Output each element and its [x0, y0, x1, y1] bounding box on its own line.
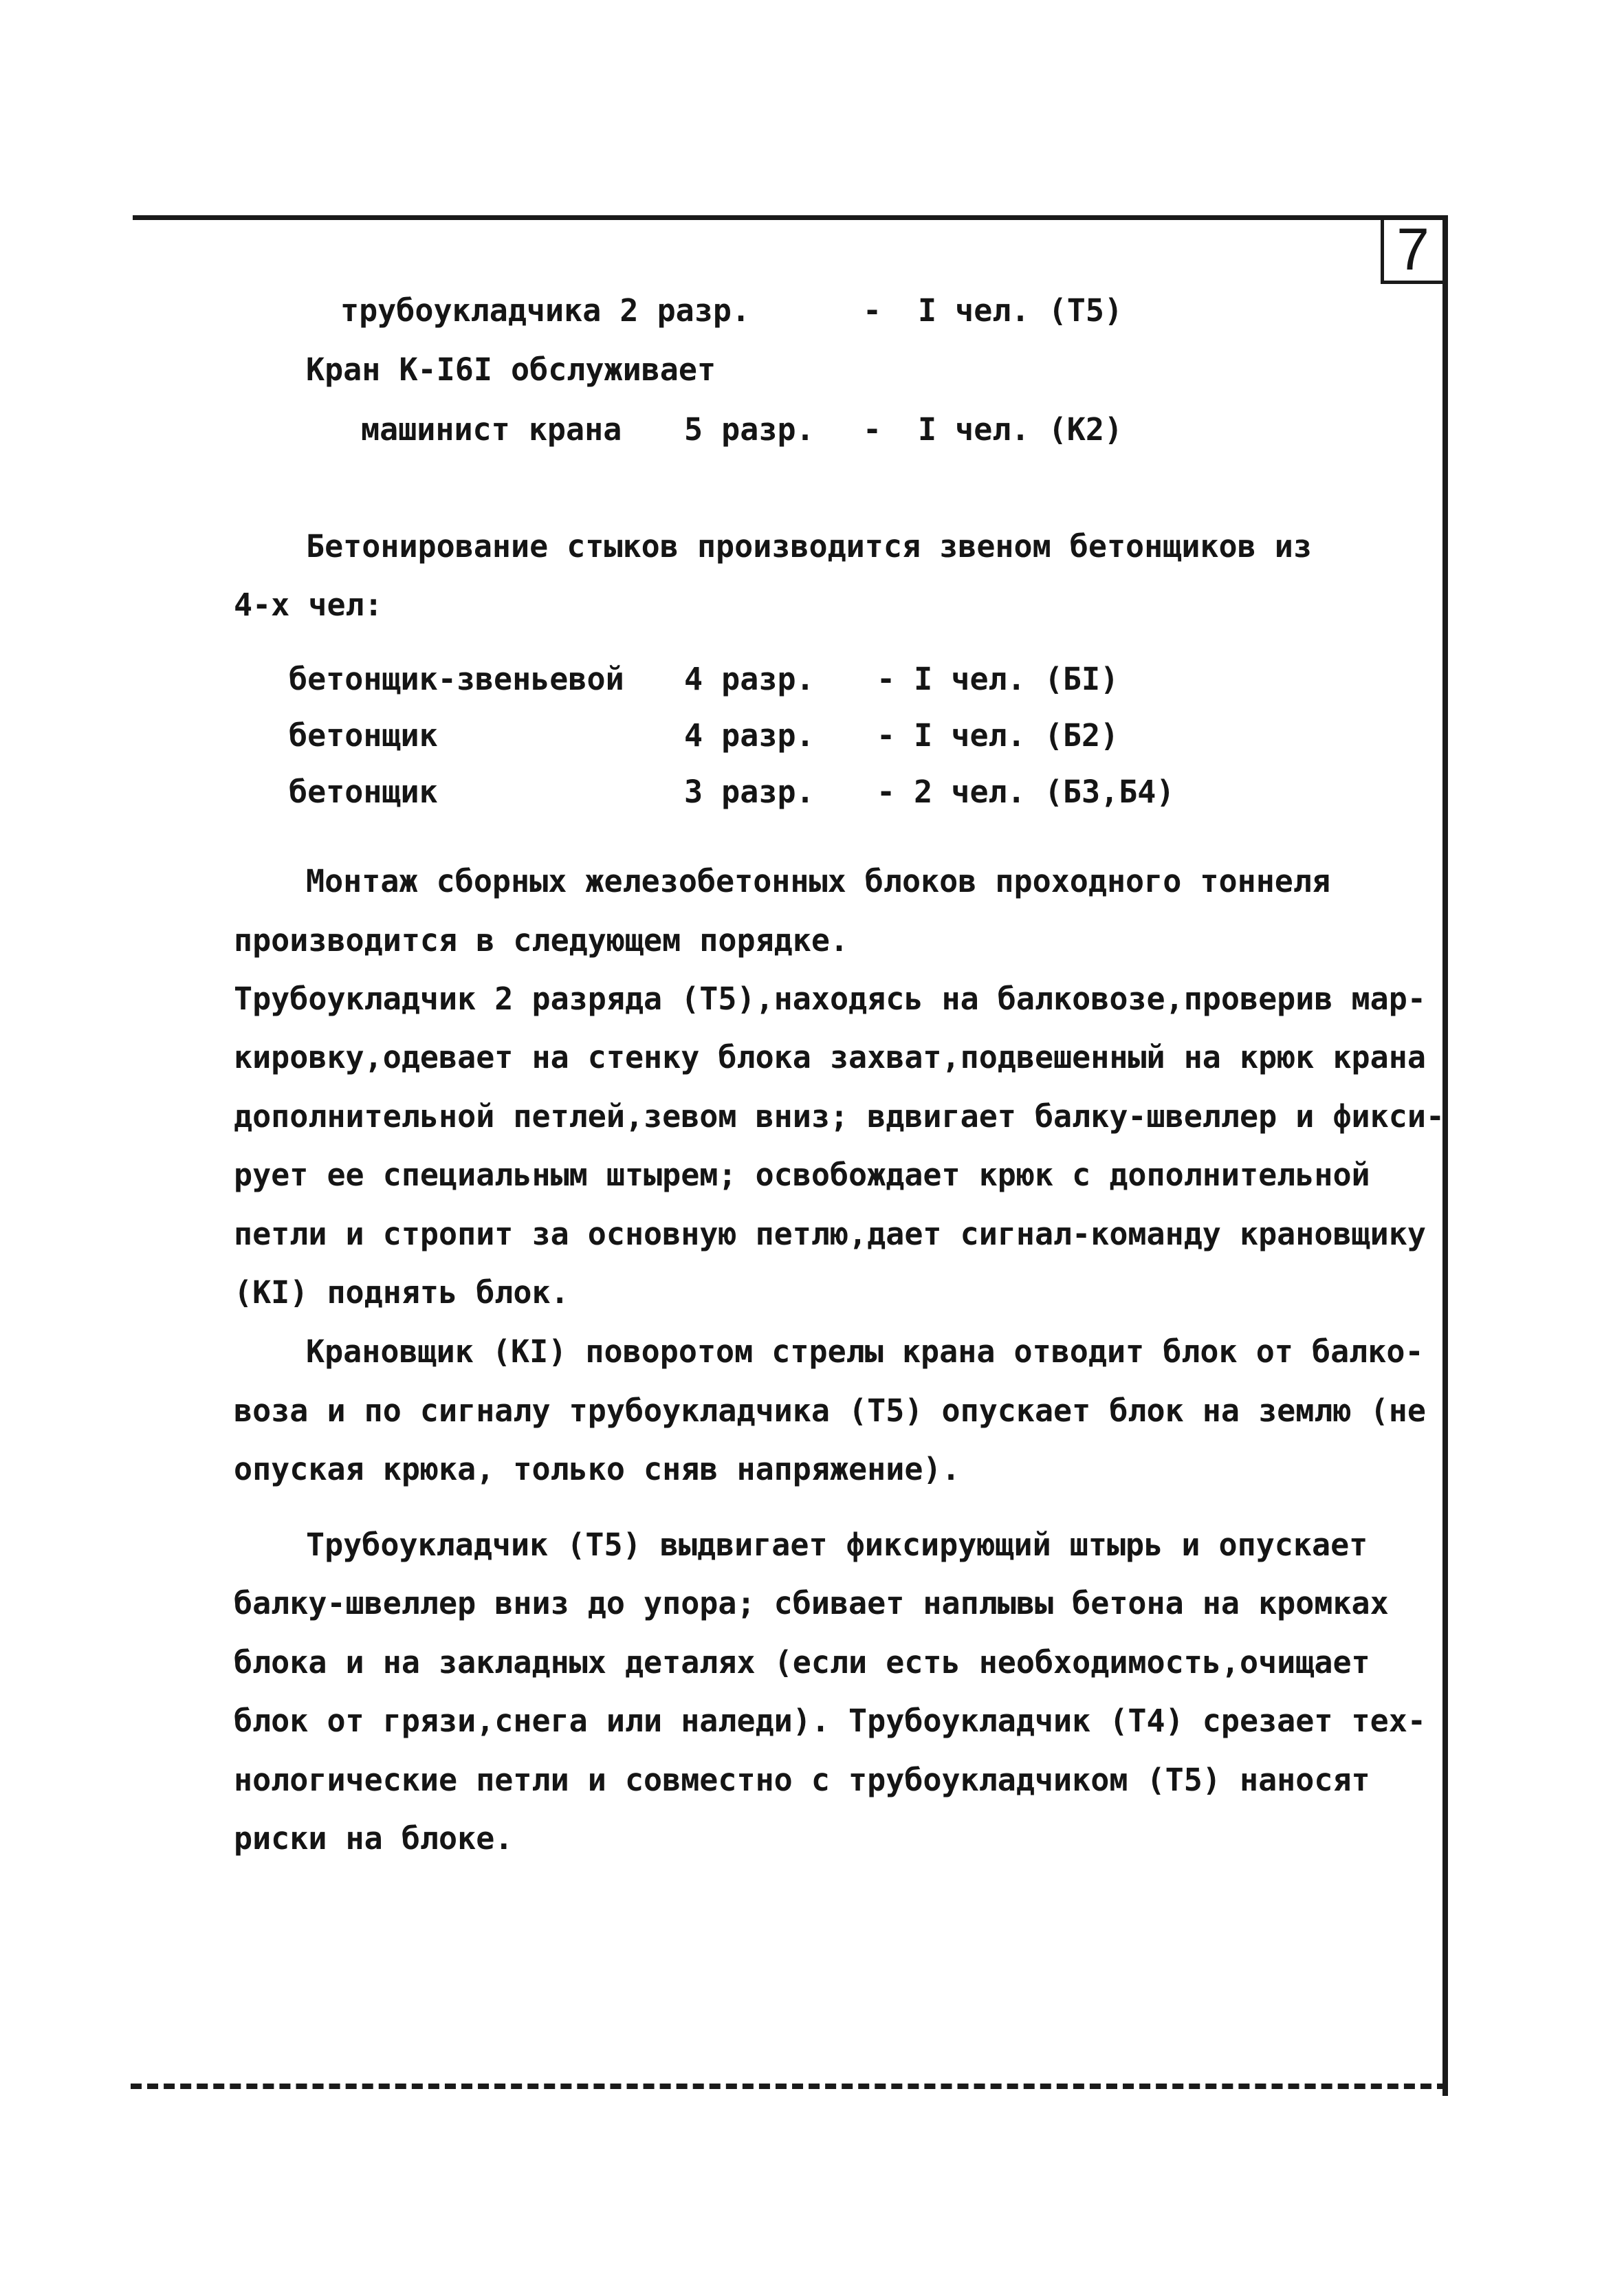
para2-line: рует ее специальным штырем; освобождает крюк с дополнительной — [234, 1157, 1370, 1193]
concrete-crew-grade: 3 разр. — [684, 774, 815, 810]
para3-line: опуская крюка, только сняв напряжение). — [234, 1451, 961, 1487]
para2-line: (КI) поднять блок. — [234, 1274, 569, 1311]
concrete-crew-grade: 4 разр. — [684, 661, 815, 697]
para4-line: блок от грязи,снега или наледи). Трубоукладчик (Т4) срезает тех- — [234, 1703, 1426, 1739]
crane-line: Кран К-I6I обслуживает — [306, 351, 716, 388]
para3-line: Крановщик (КI) поворотом стрелы крана отводит блок от балко- — [306, 1333, 1424, 1370]
concrete-crew-count: - I чел. (Б2) — [877, 717, 1119, 754]
page-frame-top-line — [133, 215, 1448, 220]
para2-line: Трубоукладчик 2 разряда (Т5),находясь на балковозе,проверив мар- — [234, 981, 1426, 1017]
para2-line: кировку,одевает на стенку блока захват,подвешенный на крюк крана — [234, 1039, 1426, 1075]
page-number: 7 — [1396, 217, 1429, 283]
page-frame-bottom-line — [131, 2084, 1448, 2089]
concrete-crew-count: - 2 чел. (Б3,Б4) — [877, 774, 1175, 810]
para4-line: Трубоукладчик (Т5) выдвигает фиксирующий штырь и опускает — [306, 1527, 1368, 1563]
concrete-crew-role: бетонщик-звеньевой — [289, 661, 624, 697]
concrete-crew-grade: 4 разр. — [684, 717, 815, 754]
para4-line: блока и на закладных деталях (если есть необходимость,очищает — [234, 1644, 1370, 1681]
concrete-crew-role: бетонщик — [289, 774, 438, 810]
crew-role-pipelayer: трубоукладчика 2 разр. — [340, 292, 751, 329]
para4-line: балку-швеллер вниз до упора; сбивает наплывы бетона на кромках — [234, 1585, 1389, 1621]
crew-count-crane-operator: I чел. (К2) — [918, 411, 1123, 448]
crew-role-crane-operator: машинист крана — [361, 411, 622, 448]
para1-line-1: Монтаж сборных железобетонных блоков проходного тоннеля — [306, 863, 1331, 899]
para4-line: риски на блоке. — [234, 1820, 514, 1857]
concrete-crew-role: бетонщик — [289, 717, 438, 754]
crew-dash-pipelayer: - — [863, 292, 882, 329]
page-frame-right-line — [1442, 215, 1448, 2096]
crew-count-pipelayer: I чел. (Т5) — [918, 292, 1123, 329]
para2-line: петли и стропит за основную петлю,дает сигнал-команду крановщику — [234, 1216, 1426, 1252]
crew-grade-crane-operator: 5 разр. — [684, 411, 815, 448]
crew-dash-crane-operator: - — [863, 411, 882, 448]
para3-line: воза и по сигналу трубоукладчика (Т5) опускает блок на землю (не — [234, 1392, 1426, 1429]
intro-line-2: 4-х чел: — [234, 587, 383, 623]
para1-line-2: производится в следующем порядке. — [234, 922, 849, 959]
concrete-crew-count: - I чел. (БI) — [877, 661, 1119, 697]
intro-line-1: Бетонирование стыков производится звеном бетонщиков из — [306, 528, 1312, 565]
para4-line: нологические петли и совместно с трубоукладчиком (Т5) наносят — [234, 1762, 1370, 1798]
para2-line: дополнительной петлей,зевом вниз; вдвигает балку-швеллер и фикси- — [234, 1098, 1445, 1135]
